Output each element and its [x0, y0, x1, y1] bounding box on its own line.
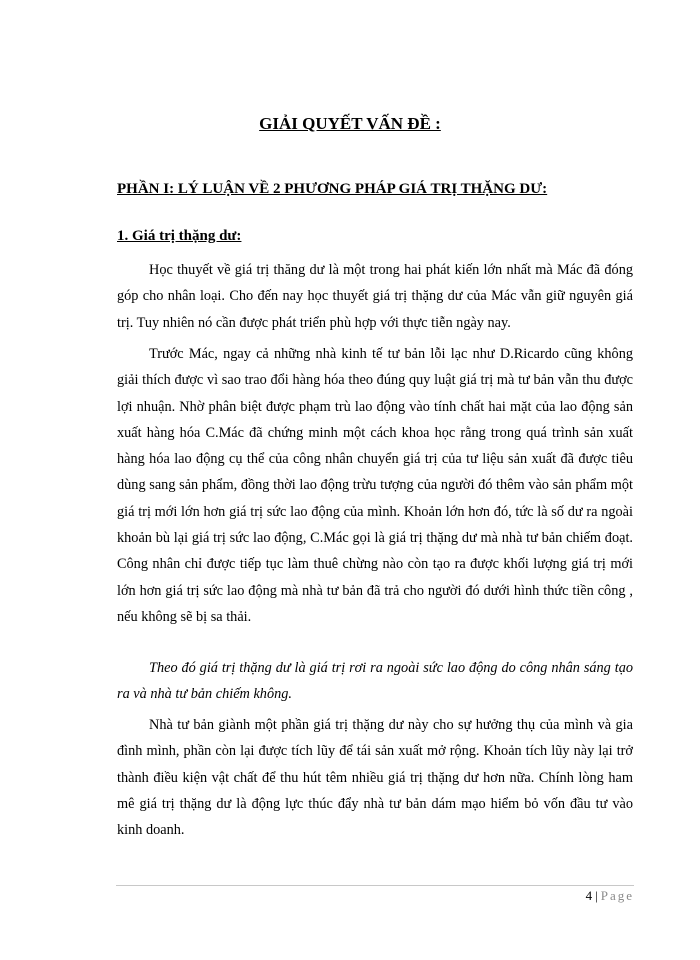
section-heading: 1. Giá trị thặng dư:: [117, 228, 242, 244]
footer-separator: |: [595, 888, 598, 903]
italic-paragraph: Theo đó giá trị thặng dư là giá trị rơi ra ngoài sức lao động do công nhân sáng tạo ra và nhà tư bản chiếm không.: [117, 660, 633, 703]
part-heading: PHẦN I: LÝ LUẬN VỀ 2 PHƯƠNG PHÁP GIÁ TRỊ THẶNG DƯ:: [117, 181, 548, 197]
page-title: GIẢI QUYẾT VẤN ĐỀ :: [259, 114, 441, 133]
paragraph: Trước Mác, ngay cả những nhà kinh tế tư bản lỗi lạc như D.Ricardo cũng không giải thích được vì sao trao đổi hàng hóa theo đúng quy luật giá trị mà tư bản vẫn thu được lợi nhuận. Nhờ phân biệt được phạm trù lao động vào tính chất hai mặt của lao động sản xuất hàng hóa C.Mác đã chứng minh một cách khoa học rằng trong quá trình sản xuất hàng hóa lao động cụ thể của công nhân chuyển giá trị của tư liệu sản xuất đã được tiêu dùng sang sản phẩm, đồng thời lao động trừu tượng của người đó thêm vào sản phẩm một giá trị mới lớn hơn giá trị sức lao động của mình. Khoản lớn hơn đó, tức là số dư ra ngoài khoản bù lại giá trị sức lao động, C.Mác gọi là giá trị thặng dư mà nhà tư bản chiếm đoạt. Công nhân chỉ được tiếp tục làm thuê chừng nào còn tạo ra được khối lượng giá trị mới lớn hơn giá trị sức lao động mà nhà tư bản đã trả cho người đó dưới hình thức tiền công , nếu không sẽ bị sa thải.: [117, 346, 633, 625]
paragraph: Nhà tư bản giành một phần giá trị thặng dư này cho sự hưởng thụ của mình và gia đình mình, phần còn lại được tích lũy để tái sản xuất mở rộng. Khoản tích lũy này lại trở thành điều kiện vật chất để thu hút têm nhiều giá trị thặng dư hơn nữa. Chính lòng ham mê giá trị thặng dư là động lực thúc đẩy nhà tư bản dám mạo hiểm bỏ vốn đầu tư vào kinh doanh.: [117, 717, 633, 839]
footer-divider: [116, 885, 634, 886]
page-label: Page: [600, 888, 634, 903]
paragraph: Học thuyết về giá trị thăng dư là một trong hai phát kiến lớn nhất mà Mác đã đóng góp cho nhân loại. Cho đến nay học thuyết giá trị thặng dư của Mác vẫn giữ nguyên giá trị. Tuy nhiên nó cần được phát triển phù hợp với thực tiễn ngày nay.: [117, 262, 633, 331]
page-footer: [0, 888, 634, 904]
page-number: 4: [585, 888, 593, 903]
